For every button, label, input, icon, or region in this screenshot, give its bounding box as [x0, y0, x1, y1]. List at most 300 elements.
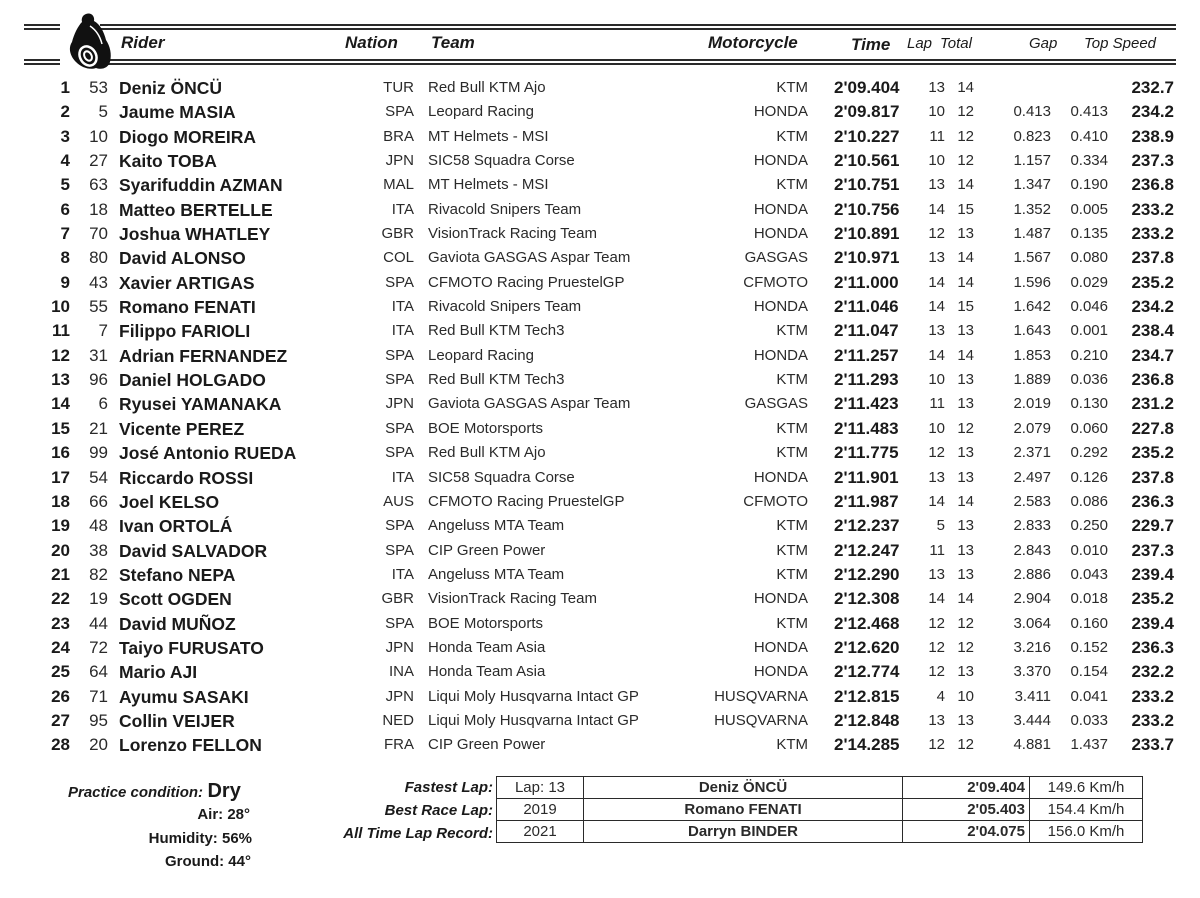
record-rider: Romano FENATI [584, 799, 903, 821]
gap-to-previous: 0.043 [1070, 565, 1108, 583]
practice-condition [68, 780, 241, 803]
record-time: 2'04.075 [903, 821, 1030, 843]
gap-to-leader: 1.487 [1013, 225, 1051, 243]
record-year: 2019 [497, 799, 584, 821]
position: 28 [51, 735, 70, 755]
position: 20 [51, 540, 70, 560]
rider-number: 7 [98, 321, 108, 341]
lap-time: 2'11.047 [834, 321, 899, 341]
top-speed: 238.4 [1131, 321, 1174, 341]
nation: JPN [385, 152, 414, 170]
fastest-lap-label: Fastest Lap: [404, 779, 493, 796]
record-rider: Deniz ÖNCÜ [584, 777, 903, 799]
gap-to-leader: 3.064 [1013, 614, 1051, 632]
lap-time: 2'12.290 [834, 564, 900, 584]
record-speed: 154.4 Km/h [1030, 799, 1143, 821]
nation: AUS [383, 492, 414, 510]
total-laps: 12 [957, 419, 974, 437]
lap-time: 2'10.227 [834, 126, 900, 146]
position: 2 [60, 102, 70, 122]
rider-number: 5 [98, 102, 108, 122]
table-row [0, 125, 1200, 149]
position: 14 [51, 394, 70, 414]
rider-number: 63 [89, 175, 108, 195]
nation: SPA [385, 614, 414, 632]
gap-to-previous: 0.005 [1070, 200, 1108, 218]
gap-to-leader: 2.371 [1013, 444, 1051, 462]
position: 25 [51, 662, 70, 682]
best-lap-number: 13 [928, 565, 945, 583]
total-laps: 13 [957, 517, 974, 535]
top-speed: 239.4 [1131, 613, 1174, 633]
record-time: 2'05.403 [903, 799, 1030, 821]
total-laps: 12 [957, 638, 974, 656]
nation: GBR [381, 225, 414, 243]
nation: SPA [385, 419, 414, 437]
gap-to-leader: 2.904 [1013, 590, 1051, 608]
top-speed: 233.2 [1131, 224, 1174, 244]
position: 21 [51, 564, 70, 584]
total-laps: 14 [957, 176, 974, 194]
total-laps: 13 [957, 444, 974, 462]
motorcycle: HONDA [753, 590, 808, 608]
best-lap-number: 13 [928, 468, 945, 486]
rider-number: 20 [89, 735, 108, 755]
team: CIP Green Power [428, 736, 546, 754]
top-speed: 235.2 [1131, 443, 1174, 463]
header-rule-top-3 [100, 24, 1176, 26]
motorcycle: GASGAS [744, 395, 808, 413]
team: Red Bull KTM Tech3 [428, 322, 565, 340]
team: VisionTrack Racing Team [428, 590, 597, 608]
rider-number: 66 [89, 491, 108, 511]
table-row [0, 149, 1200, 173]
team: Liqui Moly Husqvarna Intact GP [428, 687, 639, 705]
ground-temperature: Ground: 44° [164, 853, 251, 870]
gap-to-previous: 0.154 [1070, 663, 1108, 681]
gap-to-previous: 0.292 [1070, 444, 1108, 462]
rider-number: 54 [89, 467, 108, 487]
best-lap-number: 12 [928, 638, 945, 656]
gap-to-previous: 0.036 [1070, 371, 1108, 389]
team: Honda Team Asia [428, 638, 546, 656]
rider-number: 48 [89, 516, 108, 536]
top-speed: 237.8 [1131, 467, 1174, 487]
header-rule-top-2 [24, 28, 60, 30]
gap-to-previous: 0.086 [1070, 492, 1108, 510]
gap-to-previous: 0.334 [1070, 152, 1108, 170]
motorcycle: HUSQVARNA [714, 711, 808, 729]
motorcycle: HONDA [753, 663, 808, 681]
position: 22 [51, 589, 70, 609]
table-row [0, 466, 1200, 490]
nation: JPN [385, 687, 414, 705]
lap-time: 2'12.620 [834, 637, 900, 657]
table-row [0, 295, 1200, 319]
table-row [0, 319, 1200, 343]
total-laps: 13 [957, 371, 974, 389]
gap-to-leader: 2.843 [1013, 541, 1051, 559]
motorcycle: HONDA [753, 298, 808, 316]
all-time-lap-record-label: All Time Lap Record: [343, 825, 493, 842]
rider-number: 64 [89, 662, 108, 682]
rider-name: Jaume MASIA [119, 102, 236, 123]
lap-time: 2'11.987 [834, 491, 899, 511]
lap-time: 2'11.000 [834, 272, 899, 292]
nation: COL [383, 249, 414, 267]
rider-name: David SALVADOR [119, 540, 268, 561]
record-row-fastest-lap [497, 777, 1143, 799]
gap-to-previous: 0.130 [1070, 395, 1108, 413]
nation: SPA [385, 517, 414, 535]
motorcycle: KTM [776, 517, 808, 535]
table-row [0, 709, 1200, 733]
gap-to-previous: 0.210 [1070, 346, 1108, 364]
position: 27 [51, 710, 70, 730]
motorcycle: KTM [776, 736, 808, 754]
motorcycle: HONDA [753, 468, 808, 486]
total-laps: 13 [957, 711, 974, 729]
team: Red Bull KTM Ajo [428, 444, 546, 462]
best-lap-number: 12 [928, 444, 945, 462]
motorcycle: KTM [776, 444, 808, 462]
total-laps: 15 [957, 298, 974, 316]
rider-number: 72 [89, 637, 108, 657]
position: 3 [60, 126, 70, 146]
table-row [0, 660, 1200, 684]
nation: MAL [383, 176, 414, 194]
total-laps: 13 [957, 468, 974, 486]
motorcycle: HUSQVARNA [714, 687, 808, 705]
team: Angeluss MTA Team [428, 517, 565, 535]
gap-to-leader: 1.642 [1013, 298, 1051, 316]
total-laps: 14 [957, 79, 974, 96]
total-laps: 13 [957, 541, 974, 559]
best-lap-number: 12 [928, 225, 945, 243]
position: 23 [51, 613, 70, 633]
gap-to-previous: 0.250 [1070, 517, 1108, 535]
position: 17 [51, 467, 70, 487]
total-laps: 13 [957, 225, 974, 243]
total-laps: 13 [957, 322, 974, 340]
top-speed: 234.7 [1131, 345, 1174, 365]
rider-number: 19 [89, 589, 108, 609]
team: Gaviota GASGAS Aspar Team [428, 395, 631, 413]
record-speed: 156.0 Km/h [1030, 821, 1143, 843]
team: Honda Team Asia [428, 663, 546, 681]
rider-name: Kaito TOBA [119, 151, 217, 172]
best-lap-number: 10 [928, 152, 945, 170]
record-time: 2'09.404 [903, 777, 1030, 799]
position: 6 [60, 199, 70, 219]
motorcycle: GASGAS [744, 249, 808, 267]
rider-name: Diogo MOREIRA [119, 126, 257, 147]
team: Leopard Racing [428, 103, 534, 121]
rider-number: 80 [89, 248, 108, 268]
lap-time: 2'12.848 [834, 710, 900, 730]
table-row [0, 417, 1200, 441]
gap-to-leader: 0.823 [1013, 127, 1051, 145]
table-row [0, 539, 1200, 563]
top-speed: 236.8 [1131, 175, 1174, 195]
gap-to-leader: 0.413 [1013, 103, 1051, 121]
rider-name: Joshua WHATLEY [119, 224, 271, 245]
practice-condition-label: Practice condition: [68, 784, 204, 801]
rider-name: Daniel HOLGADO [119, 370, 266, 391]
nation: TUR [383, 79, 414, 96]
total-laps: 12 [957, 736, 974, 754]
table-row [0, 587, 1200, 611]
lap-time: 2'11.775 [834, 443, 899, 463]
rider-name: David MUÑOZ [119, 613, 236, 634]
position: 18 [51, 491, 70, 511]
position: 5 [60, 175, 70, 195]
lap-time: 2'11.257 [834, 345, 899, 365]
rider-name: Xavier ARTIGAS [119, 272, 255, 293]
rider-name: Ryusei YAMANAKA [119, 394, 282, 415]
team: Leopard Racing [428, 346, 534, 364]
column-header-team: Team [431, 33, 475, 52]
table-row [0, 100, 1200, 124]
total-laps: 12 [957, 152, 974, 170]
top-speed: 236.3 [1131, 637, 1174, 657]
team: Gaviota GASGAS Aspar Team [428, 249, 631, 267]
top-speed: 233.2 [1131, 710, 1174, 730]
best-lap-number: 14 [928, 590, 945, 608]
top-speed: 239.4 [1131, 564, 1174, 584]
top-speed: 227.8 [1131, 418, 1174, 438]
lap-time: 2'12.815 [834, 686, 900, 706]
rider-name: Riccardo ROSSI [119, 467, 254, 488]
gap-to-previous: 0.152 [1070, 638, 1108, 656]
best-lap-number: 12 [928, 736, 945, 754]
team: Red Bull KTM Tech3 [428, 371, 565, 389]
practice-condition-value: Dry [207, 780, 241, 802]
gap-to-previous: 0.018 [1070, 590, 1108, 608]
header-rule-bottom-3 [100, 59, 1176, 61]
rider-number: 53 [89, 78, 108, 97]
best-lap-number: 13 [928, 79, 945, 96]
motorcycle: KTM [776, 419, 808, 437]
gap-to-previous: 0.060 [1070, 419, 1108, 437]
team: Liqui Moly Husqvarna Intact GP [428, 711, 639, 729]
position: 12 [51, 345, 70, 365]
rider-name: David ALONSO [119, 248, 246, 269]
gap-to-leader: 1.157 [1013, 152, 1051, 170]
record-year: 2021 [497, 821, 584, 843]
total-laps: 14 [957, 346, 974, 364]
position: 26 [51, 686, 70, 706]
nation: SPA [385, 103, 414, 121]
column-header-nation: Nation [345, 33, 398, 52]
nation: SPA [385, 444, 414, 462]
rider-number: 31 [89, 345, 108, 365]
rider-name: Taiyo FURUSATO [119, 637, 264, 658]
best-lap-number: 11 [929, 541, 945, 559]
table-row [0, 368, 1200, 392]
team: Rivacold Snipers Team [428, 298, 582, 316]
rider-number: 99 [89, 443, 108, 463]
total-laps: 14 [957, 273, 974, 291]
motorcycle: HONDA [753, 346, 808, 364]
top-speed: 237.8 [1131, 248, 1174, 268]
team: CFMOTO Racing PruestelGP [428, 492, 625, 510]
nation: NED [382, 711, 414, 729]
gap-to-previous: 0.029 [1070, 273, 1108, 291]
team: Red Bull KTM Ajo [428, 79, 546, 96]
top-speed: 235.2 [1131, 589, 1174, 609]
table-row [0, 563, 1200, 587]
rider-name: Collin VEIJER [119, 710, 235, 731]
gap-to-leader: 3.411 [1014, 687, 1051, 705]
team: Angeluss MTA Team [428, 565, 565, 583]
nation: SPA [385, 273, 414, 291]
rider-name: Stefano NEPA [119, 564, 236, 585]
best-lap-number: 13 [928, 711, 945, 729]
gap-to-previous: 0.413 [1070, 103, 1108, 121]
motorcycle: KTM [776, 371, 808, 389]
top-speed: 229.7 [1131, 516, 1174, 536]
motorcycle: HONDA [753, 638, 808, 656]
total-laps: 13 [957, 395, 974, 413]
best-lap-number: 14 [928, 346, 945, 364]
rider-name: Ivan ORTOLÁ [119, 516, 233, 537]
team: MT Helmets - MSI [428, 127, 549, 145]
gap-to-leader: 2.079 [1013, 419, 1051, 437]
nation: ITA [391, 468, 414, 486]
header-rule-bottom-4 [100, 63, 1176, 65]
gap-to-leader: 2.497 [1013, 468, 1051, 486]
lap-records-table [496, 776, 1143, 843]
record-speed: 149.6 Km/h [1030, 777, 1143, 799]
rider-name: Adrian FERNANDEZ [119, 345, 288, 366]
motorcycle-rider-icon [64, 12, 116, 72]
record-row-all-time-lap-record [497, 821, 1143, 843]
gap-to-previous: 0.033 [1070, 711, 1108, 729]
table-row [0, 685, 1200, 709]
position: 19 [51, 516, 70, 536]
rider-name: Matteo BERTELLE [119, 199, 273, 220]
best-lap-number: 10 [928, 103, 945, 121]
gap-to-previous: 0.041 [1070, 687, 1108, 705]
lap-time: 2'12.774 [834, 662, 900, 682]
gap-to-leader: 1.643 [1013, 322, 1051, 340]
gap-to-leader: 2.583 [1013, 492, 1051, 510]
air-temperature: Air: 28° [197, 806, 250, 823]
table-row [0, 198, 1200, 222]
lap-time: 2'12.468 [834, 613, 900, 633]
total-laps: 12 [957, 103, 974, 121]
best-lap-number: 13 [928, 322, 945, 340]
best-lap-number: 10 [928, 371, 945, 389]
total-laps: 14 [957, 492, 974, 510]
table-row [0, 733, 1200, 757]
gap-to-leader: 2.019 [1013, 395, 1051, 413]
results-table [0, 76, 1200, 758]
gap-to-previous: 0.126 [1070, 468, 1108, 486]
position: 15 [51, 418, 70, 438]
column-header-lap: Lap [907, 35, 933, 52]
position: 4 [60, 151, 70, 171]
rider-number: 21 [89, 418, 108, 438]
position: 8 [60, 248, 70, 268]
lap-time: 2'10.561 [834, 151, 900, 171]
lap-time: 2'11.293 [834, 370, 899, 390]
gap-to-previous: 0.046 [1070, 298, 1108, 316]
top-speed: 235.2 [1131, 272, 1174, 292]
position: 24 [51, 637, 70, 657]
gap-to-leader: 1.853 [1013, 346, 1051, 364]
gap-to-leader: 1.347 [1013, 176, 1051, 194]
motorcycle: HONDA [753, 200, 808, 218]
rider-number: 70 [89, 224, 108, 244]
motorcycle: KTM [776, 541, 808, 559]
record-lap: Lap: 13 [497, 777, 584, 799]
team: BOE Motorsports [428, 419, 544, 437]
rider-name: Romano FENATI [119, 297, 256, 318]
total-laps: 12 [957, 127, 974, 145]
nation: JPN [385, 395, 414, 413]
header-rule-bottom-2 [24, 63, 60, 65]
gap-to-previous: 0.080 [1070, 249, 1108, 267]
top-speed: 233.7 [1131, 735, 1174, 755]
best-lap-number: 4 [936, 687, 945, 705]
lap-time: 2'12.237 [834, 516, 900, 536]
nation: ITA [391, 298, 414, 316]
top-speed: 233.2 [1131, 199, 1174, 219]
motorcycle: HONDA [753, 103, 808, 121]
gap-to-leader: 1.596 [1013, 273, 1051, 291]
rider-name: Vicente PEREZ [119, 418, 245, 439]
total-laps: 15 [957, 200, 974, 218]
gap-to-previous: 0.160 [1070, 614, 1108, 632]
motorcycle: HONDA [753, 225, 808, 243]
motorcycle: KTM [776, 322, 808, 340]
rider-number: 55 [89, 297, 108, 317]
table-row [0, 612, 1200, 636]
table-row [0, 222, 1200, 246]
top-speed: 237.3 [1131, 540, 1174, 560]
gap-to-previous: 0.190 [1070, 176, 1108, 194]
table-row [0, 76, 1200, 100]
humidity: Humidity: 56% [148, 830, 252, 847]
rider-name: Syarifuddin AZMAN [119, 175, 283, 196]
rider-name: José Antonio RUEDA [119, 443, 297, 464]
best-lap-number: 12 [928, 614, 945, 632]
position: 9 [60, 272, 70, 292]
team: BOE Motorsports [428, 614, 544, 632]
best-lap-number: 5 [936, 517, 945, 535]
record-row-best-race-lap [497, 799, 1143, 821]
rider-name: Lorenzo FELLON [119, 735, 262, 756]
nation: SPA [385, 371, 414, 389]
position: 1 [60, 78, 70, 97]
column-header-rider: Rider [121, 33, 165, 52]
rider-number: 43 [89, 272, 108, 292]
rider-name: Filippo FARIOLI [119, 321, 251, 342]
top-speed: 233.2 [1131, 686, 1174, 706]
lap-time: 2'10.891 [834, 224, 900, 244]
lap-time: 2'11.901 [834, 467, 899, 487]
nation: INA [388, 663, 414, 681]
team: Rivacold Snipers Team [428, 200, 582, 218]
position: 16 [51, 443, 70, 463]
lap-time: 2'11.483 [834, 418, 899, 438]
best-lap-number: 14 [928, 273, 945, 291]
rider-number: 44 [89, 613, 108, 633]
table-row [0, 344, 1200, 368]
nation: GBR [381, 590, 414, 608]
